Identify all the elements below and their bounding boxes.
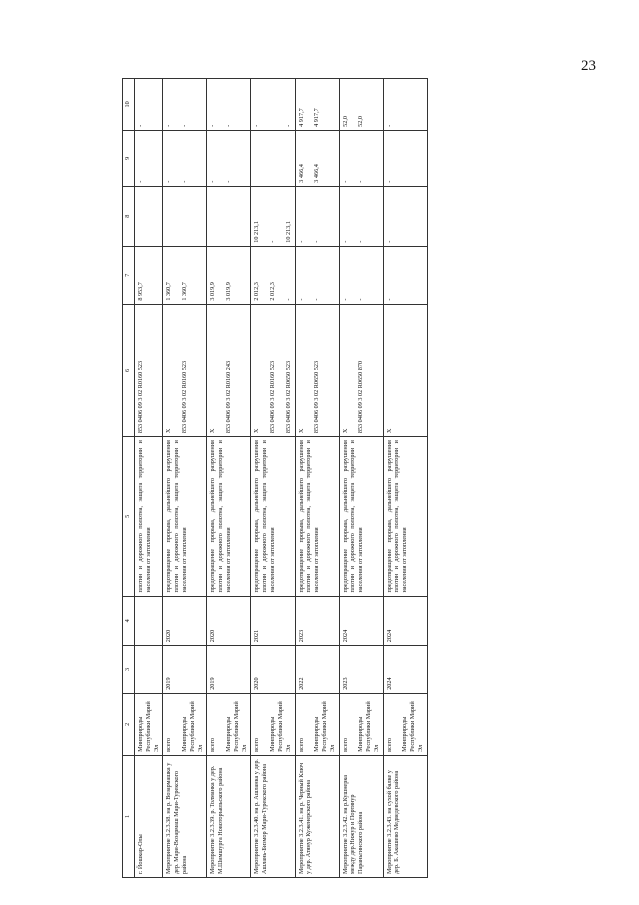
cell-text: 853 0406 09 3 02 R0650 870 xyxy=(357,360,365,434)
cell-text xyxy=(225,600,233,643)
cell-text: X xyxy=(165,428,173,434)
cell-c4 xyxy=(339,596,383,646)
cell-text: Мероприятие 3.2.3.40. на р. Ашланка у дер. Ашлань-Бизмор Мари-Турекского района xyxy=(253,759,268,874)
cell-text: 3 019,9 xyxy=(225,282,232,301)
cell-c6 xyxy=(339,304,383,436)
cell-text: 2024 xyxy=(385,629,393,643)
cell-text: - xyxy=(297,240,305,243)
cell-text xyxy=(137,600,145,643)
cell-c5 xyxy=(135,437,163,596)
cell-text: - xyxy=(269,240,276,243)
cell-text: 853 0406 09 3 02 R0160 523 xyxy=(137,360,144,434)
cell-text xyxy=(357,600,365,643)
cell-text: X xyxy=(297,428,305,434)
cell-text: Мероприятие 3.2.3.41. на р. Черный Ключ у дер. Атянур Куженерского района xyxy=(297,762,313,874)
cell-text: всего xyxy=(209,737,217,752)
cell-text: Минприроды Республики Марий Эл xyxy=(137,701,160,752)
cell-c9 xyxy=(207,130,251,186)
cell-c7 xyxy=(383,246,427,304)
table-row xyxy=(135,79,163,878)
cell-text: всего xyxy=(297,737,305,752)
column-header-4: 4 xyxy=(123,596,135,646)
cell-text: Мероприятие 3.2.3.43. на сухой балке у дер. Б. Акашево Медведевского района xyxy=(385,770,401,874)
cell-c6 xyxy=(135,304,163,436)
column-header-10: 10 xyxy=(123,79,135,131)
cell-text: - xyxy=(225,124,232,127)
cell-c8 xyxy=(251,186,295,246)
cell-text: 853 0406 09 3 02 R0160 243 xyxy=(225,360,232,434)
cell-text xyxy=(401,649,409,690)
cell-c9 xyxy=(295,130,339,186)
header-row xyxy=(123,79,135,878)
cell-text xyxy=(225,649,233,690)
cell-text: 1 360,7 xyxy=(165,282,173,301)
cell-c1 xyxy=(339,755,383,877)
cell-text: - xyxy=(297,298,305,301)
cell-text: - xyxy=(209,124,217,127)
cell-c7 xyxy=(339,246,383,304)
cell-text: 853 0406 09 3 02 R0160 523 xyxy=(269,360,276,434)
cell-c10 xyxy=(207,79,251,131)
cell-c2 xyxy=(339,693,383,755)
cell-text: 8 953,7 xyxy=(137,282,144,301)
rotated-table-sheet xyxy=(122,78,527,878)
cell-text: 4 917,7 xyxy=(313,108,321,127)
cell-text xyxy=(313,600,321,643)
cell-text: 4 917,7 xyxy=(297,108,305,127)
cell-text xyxy=(357,649,365,690)
cell-c2 xyxy=(383,693,427,755)
table-row xyxy=(295,79,339,878)
page-number: 23 xyxy=(581,58,596,74)
cell-c9 xyxy=(251,130,295,186)
cell-text: 2019 xyxy=(165,677,173,690)
cell-text: - xyxy=(165,180,173,183)
cell-c2 xyxy=(163,693,207,755)
cell-c7 xyxy=(251,246,295,304)
cell-c2 xyxy=(135,693,163,755)
table-body xyxy=(135,79,428,878)
cell-text: 2024 xyxy=(385,677,393,690)
cell-text: 853 0406 09 3 02 R0160 523 xyxy=(181,360,188,434)
cell-c6 xyxy=(251,304,295,436)
cell-text xyxy=(137,190,145,243)
column-header-1: 1 xyxy=(123,755,135,877)
cell-text xyxy=(269,82,277,127)
cell-text: 3 019,9 xyxy=(209,282,217,301)
cell-text: - xyxy=(357,240,365,243)
table-row xyxy=(251,79,295,878)
cell-text: 1 360,7 xyxy=(181,282,188,301)
cell-text: 10 213,1 xyxy=(284,221,292,243)
cell-text xyxy=(165,190,173,243)
cell-text: - xyxy=(253,124,261,127)
cell-text: - xyxy=(284,298,292,301)
cell-c5 xyxy=(163,437,207,596)
cell-text: - xyxy=(341,240,349,243)
cell-c6 xyxy=(295,304,339,436)
cell-text: г. Йошкар-Олы xyxy=(137,834,144,874)
cell-c3 xyxy=(295,646,339,694)
cell-text: - xyxy=(385,180,393,183)
cell-c3 xyxy=(383,646,427,694)
cell-text: 853 0406 09 3 02 R0650 523 xyxy=(313,360,321,434)
cell-c4 xyxy=(383,596,427,646)
cell-c2 xyxy=(207,693,251,755)
cell-text xyxy=(269,600,277,643)
cell-c8 xyxy=(135,186,163,246)
cell-text: предотвращение прорыва, дальнейшего разрушения плотин и дорожного полотна, защита территории и населения от затопления xyxy=(341,440,364,593)
cell-text xyxy=(313,649,321,690)
cell-c5 xyxy=(251,437,295,596)
cell-text: - xyxy=(357,298,365,301)
cell-c2 xyxy=(251,693,295,755)
cell-text: 2019 xyxy=(209,677,217,690)
table-row xyxy=(339,79,383,878)
cell-c8 xyxy=(207,186,251,246)
cell-c1 xyxy=(295,755,339,877)
cell-c6 xyxy=(207,304,251,436)
cell-text: X xyxy=(341,428,349,434)
column-header-9: 9 xyxy=(123,130,135,186)
cell-text: - xyxy=(357,180,365,183)
cell-text: предотвращение прорыва, дальнейшего разрушения плотин и дорожного полотна, защита территории и населения от затопления xyxy=(165,440,188,593)
cell-text: Мероприятие 3.2.3.39. р. Толманка у дер. М.Шимшурга Новоторъяльского района xyxy=(209,765,224,874)
cell-text xyxy=(209,190,217,243)
cell-text: 853 0406 09 3 02 R0650 523 xyxy=(284,360,292,434)
cell-text: - xyxy=(284,124,292,127)
cell-text: - xyxy=(313,240,321,243)
cell-c6 xyxy=(383,304,427,436)
cell-c3 xyxy=(163,646,207,694)
cell-text: 2 012,3 xyxy=(253,282,261,301)
cell-text xyxy=(401,600,409,643)
cell-c1 xyxy=(251,755,295,877)
cell-c10 xyxy=(295,79,339,131)
cell-text: предотвращение прорыва, дальнейшего разрушения плотин и дорожного полотна, защита территории и населения от затопления xyxy=(209,440,232,593)
cell-c3 xyxy=(251,646,295,694)
cell-c8 xyxy=(383,186,427,246)
cell-text: - xyxy=(137,180,144,183)
cell-text: Минприроды Республики Марий Эл xyxy=(313,701,336,752)
column-header-3: 3 xyxy=(123,646,135,694)
cell-text: - xyxy=(137,124,144,127)
cell-c1 xyxy=(207,755,251,877)
cell-text: Минприроды Республики Марий Эл xyxy=(225,701,248,752)
cell-text: 2023 xyxy=(341,677,349,690)
cell-c4 xyxy=(207,596,251,646)
cell-text: всего xyxy=(253,737,261,752)
cell-c5 xyxy=(207,437,251,596)
cell-text: 52,0 xyxy=(341,116,349,127)
cell-text: X xyxy=(385,428,393,434)
cell-text xyxy=(285,134,293,183)
cell-text: 2020 xyxy=(253,677,261,690)
cell-text xyxy=(269,649,277,690)
cell-c9 xyxy=(339,130,383,186)
cell-c10 xyxy=(383,79,427,131)
cell-text: - xyxy=(181,180,188,183)
cell-c10 xyxy=(339,79,383,131)
cell-c4 xyxy=(163,596,207,646)
cell-c1 xyxy=(163,755,207,877)
cell-text: - xyxy=(165,124,173,127)
cell-text: 10 213,1 xyxy=(253,221,261,243)
cell-c4 xyxy=(251,596,295,646)
cell-text xyxy=(181,600,189,643)
cell-text: - xyxy=(209,180,217,183)
activities-table xyxy=(122,78,428,878)
cell-text: - xyxy=(225,180,232,183)
cell-c9 xyxy=(163,130,207,186)
cell-text: 2 012,3 xyxy=(269,282,276,301)
cell-c1 xyxy=(135,755,163,877)
cell-text: - xyxy=(385,240,393,243)
cell-c8 xyxy=(339,186,383,246)
cell-text: 52,0 xyxy=(357,116,365,127)
cell-text: всего xyxy=(385,737,393,752)
column-header-8: 8 xyxy=(123,186,135,246)
table-row xyxy=(163,79,207,878)
cell-c1 xyxy=(383,755,427,877)
cell-text xyxy=(181,649,189,690)
cell-text: Мероприятие 3.2.3.38. на р. Возармашка у дер. Мари-Возармаш Мари-Турекского района xyxy=(165,762,188,874)
cell-c4 xyxy=(295,596,339,646)
cell-text: 2023 xyxy=(297,629,305,643)
cell-text: 3 466,4 xyxy=(297,164,305,183)
cell-c5 xyxy=(383,437,427,596)
cell-c9 xyxy=(383,130,427,186)
cell-c9 xyxy=(135,130,163,186)
cell-text: - xyxy=(341,298,349,301)
cell-c5 xyxy=(295,437,339,596)
cell-c10 xyxy=(251,79,295,131)
cell-text: - xyxy=(313,298,321,301)
cell-text: 2020 xyxy=(209,629,217,643)
cell-text: предотвращение прорыва, дальнейшего разрушения плотин и дорожного полотна, защита территории и населения от затопления xyxy=(253,440,276,593)
cell-text: X xyxy=(209,428,217,434)
table-row xyxy=(383,79,427,878)
cell-c3 xyxy=(207,646,251,694)
cell-text xyxy=(225,190,233,243)
cell-text: - xyxy=(385,124,393,127)
cell-text: плотин и дорожного полотна, защита территории и населения от затопления xyxy=(137,440,152,593)
cell-text: Минприроды Республики Марий Эл xyxy=(181,701,204,752)
cell-text: - xyxy=(181,124,188,127)
column-header-5: 5 xyxy=(123,437,135,596)
cell-c3 xyxy=(135,646,163,694)
column-header-2: 2 xyxy=(123,693,135,755)
cell-c4 xyxy=(135,596,163,646)
cell-text: Минприроды Республики Марий Эл xyxy=(401,701,424,752)
cell-text xyxy=(269,134,277,183)
cell-c10 xyxy=(135,79,163,131)
cell-text: Минприроды Республики Марий Эл xyxy=(269,701,292,752)
cell-c7 xyxy=(163,246,207,304)
cell-c2 xyxy=(295,693,339,755)
cell-c5 xyxy=(339,437,383,596)
cell-text: Минприроды Республики Марий Эл xyxy=(357,701,380,752)
column-header-6: 6 xyxy=(123,304,135,436)
cell-text: предотвращение прорыва, дальнейшего разрушения плотин и дорожного полотна, защита территории и населения от затопления xyxy=(297,440,320,593)
cell-c8 xyxy=(163,186,207,246)
cell-text xyxy=(253,134,261,183)
column-header-7: 7 xyxy=(123,246,135,304)
cell-text: всего xyxy=(341,737,349,752)
cell-c7 xyxy=(207,246,251,304)
cell-text xyxy=(137,649,145,690)
cell-text: X xyxy=(253,428,261,434)
cell-text: 2020 xyxy=(165,629,173,643)
cell-c10 xyxy=(163,79,207,131)
cell-c3 xyxy=(339,646,383,694)
cell-text: предотвращение прорыва, дальнейшего разрушения плотин и дорожного полотна, защита территории и населения от затопления xyxy=(385,440,408,593)
cell-text: Мероприятие 3.2.3.42. на р.Кушнерка между дер.Нижур и Портянур Параньгинского района xyxy=(341,774,364,874)
cell-text: 2024 xyxy=(341,629,349,643)
cell-text: - xyxy=(385,298,393,301)
cell-text: 3 466,4 xyxy=(313,164,321,183)
cell-c8 xyxy=(295,186,339,246)
table-row xyxy=(207,79,251,878)
cell-text: - xyxy=(341,180,349,183)
cell-text xyxy=(181,190,189,243)
cell-c6 xyxy=(163,304,207,436)
cell-text: 2022 xyxy=(297,677,305,690)
cell-text: всего xyxy=(165,737,173,752)
cell-text: 2021 xyxy=(253,629,261,643)
cell-c7 xyxy=(135,246,163,304)
cell-c7 xyxy=(295,246,339,304)
